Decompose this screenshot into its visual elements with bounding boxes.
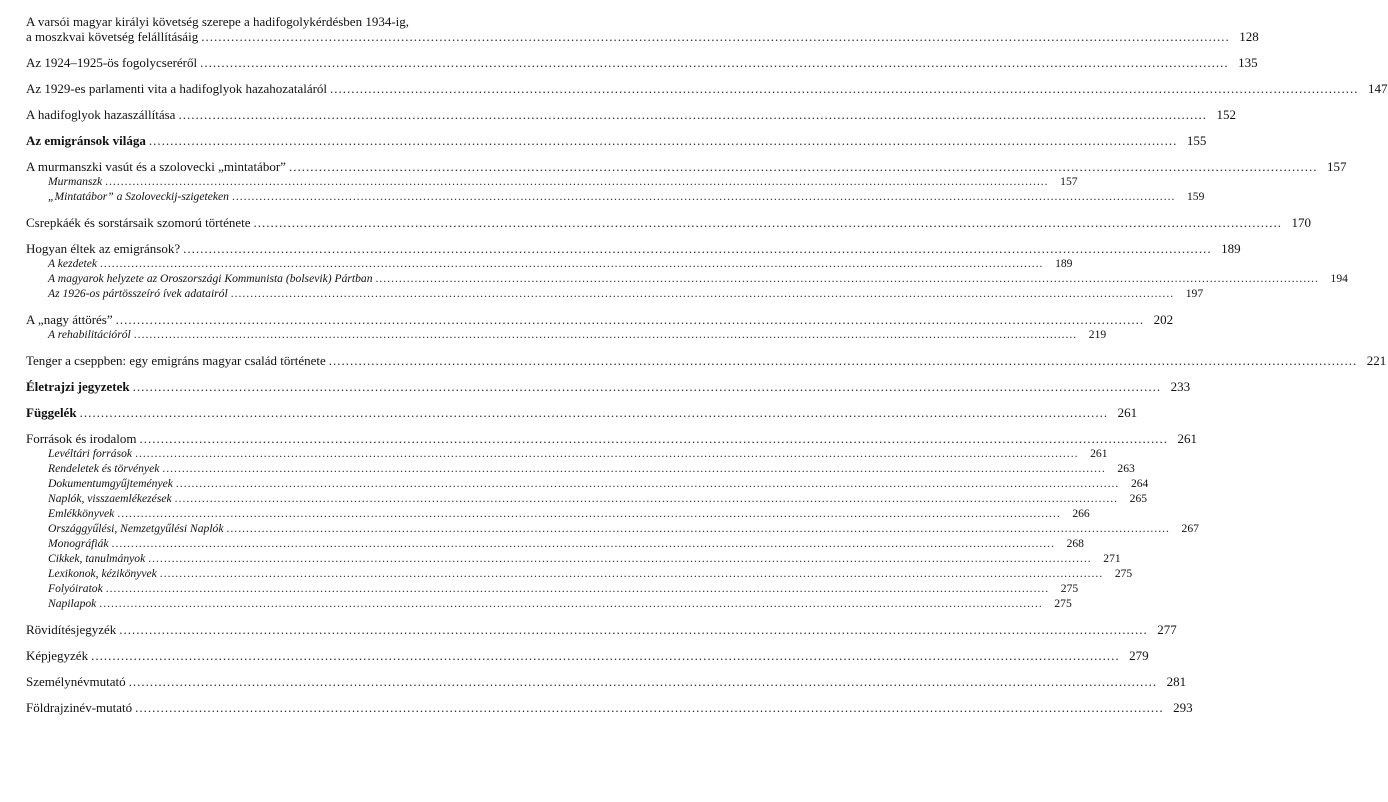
toc-entry — [26, 312, 1174, 327]
toc-page-number: 275 — [1060, 582, 1079, 595]
dot-leader — [135, 446, 1078, 461]
toc-subentry — [26, 189, 1205, 204]
toc-subentry — [26, 596, 1072, 611]
toc-subentry — [26, 521, 1199, 536]
dot-leader — [231, 286, 1174, 301]
dot-leader — [116, 312, 1145, 327]
toc-subentry — [26, 536, 1084, 551]
table-of-contents — [26, 14, 1388, 715]
toc-page-number: 261 — [1177, 431, 1197, 446]
dot-leader — [149, 133, 1178, 148]
dot-leader — [376, 271, 1319, 286]
toc-entry — [26, 353, 1387, 368]
toc-entry-title: „Mintatábor” a Szoloveckij-szigeteken — [48, 190, 229, 203]
toc-entry-title: Személynévmutató — [26, 674, 126, 689]
toc-page-number: 267 — [1181, 522, 1199, 535]
toc-page-number: 233 — [1170, 379, 1191, 394]
toc-page-number: 194 — [1330, 272, 1348, 285]
toc-entry-title: Országgyűlési, Nemzetgyűlési Naplók — [48, 522, 224, 535]
toc-subentry — [26, 506, 1090, 521]
dot-leader — [330, 81, 1359, 96]
toc-entry — [26, 81, 1388, 96]
toc-page-number: 266 — [1072, 507, 1090, 520]
dot-leader — [175, 491, 1118, 506]
toc-entry-title: Az emigránsok világa — [26, 133, 146, 148]
toc-entry — [26, 133, 1207, 148]
toc-entry-title-line1: A varsói magyar királyi követség szerepe a hadifogolykérdésben 1934-ig, — [26, 14, 410, 29]
dot-leader — [232, 189, 1175, 204]
toc-entry — [26, 215, 1312, 230]
toc-entry-title: Monográfiák — [48, 537, 109, 550]
toc-entry-title: A hadifoglyok hazaszállítása — [26, 107, 176, 122]
toc-entry — [26, 55, 1258, 70]
toc-subentry — [26, 446, 1108, 461]
toc-entry-title: Folyóiratok — [48, 582, 103, 595]
toc-entry-title: Források és irodalom — [26, 431, 137, 446]
dot-leader — [117, 506, 1060, 521]
toc-subentry — [26, 256, 1073, 271]
toc-page-number: 275 — [1114, 567, 1133, 580]
toc-page-number: 189 — [1055, 257, 1073, 270]
toc-entry — [26, 700, 1193, 715]
toc-entry — [26, 431, 1197, 446]
toc-entry-title: Életrajzi jegyzetek — [26, 379, 130, 394]
dot-leader — [129, 674, 1158, 689]
dot-leader — [183, 241, 1212, 256]
toc-page-number: 128 — [1239, 29, 1259, 44]
dot-leader — [119, 622, 1148, 637]
toc-page-number: 135 — [1238, 55, 1258, 70]
toc-entry-title: Cikkek, tanulmányok — [48, 552, 146, 565]
dot-leader — [176, 476, 1119, 491]
toc-page-number: 268 — [1066, 537, 1084, 550]
toc-page-number: 152 — [1216, 107, 1236, 122]
dot-leader — [227, 521, 1170, 536]
dot-leader — [106, 581, 1049, 596]
toc-entry-title: Függelék — [26, 405, 77, 420]
toc-entry-title: Képjegyzék — [26, 648, 89, 663]
toc-entry-title: A rehabilitációról — [48, 328, 131, 341]
dot-leader — [80, 405, 1109, 420]
toc-entry — [26, 159, 1347, 174]
toc-page-number: 157 — [1060, 175, 1078, 188]
toc-page-number: 275 — [1054, 597, 1072, 610]
toc-entry-title: Lexikonok, kézikönyvek — [48, 567, 157, 580]
toc-subentry — [26, 174, 1078, 189]
toc-subentry — [26, 551, 1121, 566]
toc-entry — [26, 241, 1241, 256]
toc-entry-title: Dokumentumgyűjtemények — [48, 477, 173, 490]
dot-leader — [139, 431, 1168, 446]
toc-entry-title: A magyarok helyzete az Oroszországi Kommunista (bolsevik) Pártban — [48, 272, 373, 285]
toc-entry-title: Tenger a cseppben: egy emigráns magyar család története — [26, 353, 326, 368]
dot-leader — [112, 536, 1055, 551]
toc-page-number: 261 — [1090, 447, 1108, 460]
toc-subentry — [26, 286, 1204, 301]
toc-subentry — [26, 461, 1135, 476]
dot-leader — [200, 55, 1229, 70]
toc-entry — [26, 29, 1259, 44]
dot-leader — [99, 596, 1042, 611]
dot-leader — [133, 379, 1162, 394]
toc-entry-title: A „nagy áttörés” — [26, 312, 113, 327]
dot-leader — [178, 107, 1207, 122]
toc-entry — [26, 648, 1149, 663]
toc-entry-title: Csrepkáék és sorstársaik szomorú története — [26, 215, 251, 230]
toc-entry-title: Napilapok — [48, 597, 97, 610]
toc-page-number: 263 — [1117, 462, 1135, 475]
toc-page-number: 219 — [1088, 328, 1107, 341]
toc-entry-title: Emlékkönyvek — [48, 507, 115, 520]
dot-leader — [289, 159, 1318, 174]
toc-entry — [26, 379, 1191, 394]
toc-subentry — [26, 581, 1079, 596]
toc-page-number: 261 — [1117, 405, 1138, 420]
toc-entry-title: Naplók, visszaemlékezések — [48, 492, 172, 505]
toc-page-number: 159 — [1187, 190, 1205, 203]
toc-entry-title: Az 1924–1925-ös fogolycseréről — [26, 55, 198, 70]
toc-entry-title: Földrajzinév-mutató — [26, 700, 133, 715]
toc-entry — [26, 405, 1138, 420]
toc-entry-title: Rövidítésjegyzék — [26, 622, 117, 637]
dot-leader — [201, 29, 1230, 44]
dot-leader — [160, 566, 1103, 581]
dot-leader — [105, 174, 1048, 189]
toc-entry-title: Levéltári források — [48, 447, 133, 460]
toc-entry-title: a moszkvai követség felállításáig — [26, 29, 199, 44]
dot-leader — [329, 353, 1358, 368]
dot-leader — [148, 551, 1091, 566]
toc-subentry — [26, 271, 1348, 286]
toc-entry-title: Murmanszk — [48, 175, 103, 188]
dot-leader — [254, 215, 1283, 230]
toc-page-number: 264 — [1130, 477, 1149, 490]
toc-page-number: 271 — [1103, 552, 1121, 565]
toc-entry-title: Hogyan éltek az emigránsok? — [26, 241, 181, 256]
toc-page-number: 155 — [1186, 133, 1207, 148]
toc-entry-title: Rendeletek és törvények — [48, 462, 160, 475]
toc-subentry — [26, 476, 1149, 491]
toc-page-number: 265 — [1129, 492, 1148, 505]
toc-page-number: 147 — [1368, 81, 1388, 96]
toc-page-number: 279 — [1129, 648, 1149, 663]
toc-page-number: 281 — [1166, 674, 1187, 689]
toc-page-number: 202 — [1153, 312, 1174, 327]
dot-leader — [135, 700, 1164, 715]
toc-entry-title: Az 1926-os pártösszeíró ívek adatairól — [48, 287, 228, 300]
toc-page-number: 293 — [1173, 700, 1193, 715]
toc-entry-title: A kezdetek — [48, 257, 98, 270]
toc-entry — [26, 622, 1177, 637]
toc-page-number: 197 — [1185, 287, 1204, 300]
dot-leader — [134, 327, 1077, 342]
toc-page-number: 157 — [1326, 159, 1347, 174]
toc-page-number: 277 — [1157, 622, 1177, 637]
toc-entry-title: A murmanszki vasút és a szolovecki „mintatábor” — [26, 159, 286, 174]
toc-page-number: 189 — [1221, 241, 1241, 256]
toc-subentry — [26, 491, 1148, 506]
dot-leader — [162, 461, 1105, 476]
dot-leader — [91, 648, 1120, 663]
toc-page-number: 170 — [1291, 215, 1312, 230]
toc-subentry — [26, 566, 1133, 581]
toc-entry-title: Az 1929-es parlamenti vita a hadifoglyok hazahozataláról — [26, 81, 328, 96]
toc-entry — [26, 674, 1187, 689]
toc-page-number: 221 — [1366, 353, 1387, 368]
toc-entry — [26, 107, 1236, 122]
toc-subentry — [26, 327, 1107, 342]
dot-leader — [100, 256, 1043, 271]
